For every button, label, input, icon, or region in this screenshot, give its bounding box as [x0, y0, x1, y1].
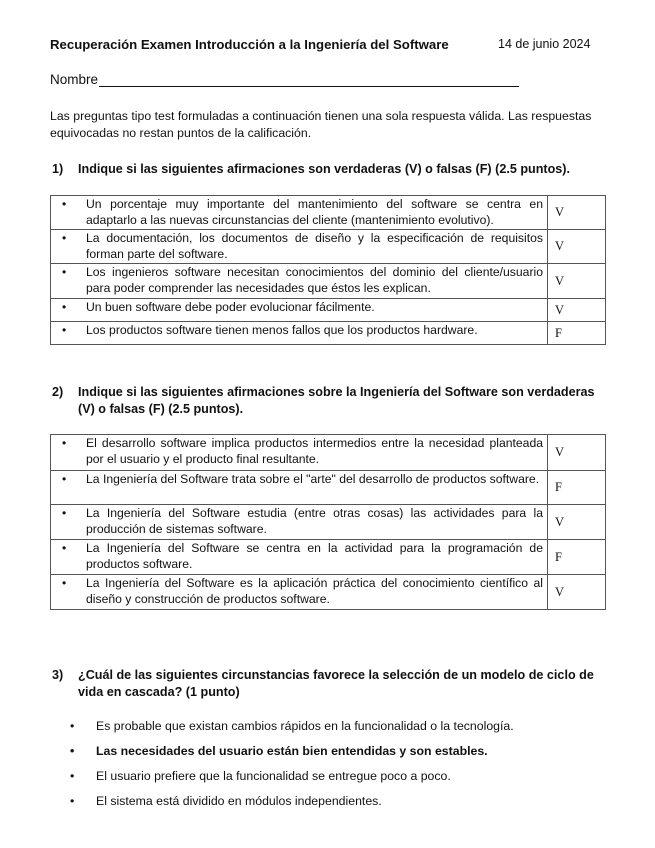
name-field[interactable]: [50, 72, 519, 87]
statement-text: La Ingeniería del Software trata sobre el "arte" del desarrollo de productos software.: [86, 472, 540, 486]
statement-text: Un porcentaje muy importante del mantenimiento del software se centra en adaptarlo a las nuevas circunstancias del cliente (mantenimiento evolutivo).: [86, 197, 543, 227]
table-row: [51, 505, 606, 540]
statement-text: Un buen software debe poder evolucionar fácilmente.: [86, 300, 375, 314]
exam-date: 14 de junio 2024: [498, 37, 591, 51]
statement-text: El desarrollo software implica productos intermedios entre la necesidad planteada por el usuario y el producto final resultante.: [86, 436, 543, 466]
answer-cell[interactable]: V: [548, 230, 606, 264]
bullet-icon: •: [70, 794, 75, 808]
answer-cell[interactable]: V: [548, 575, 606, 610]
option-text: Es probable que existan cambios rápidos en la funcionalidad o la tecnología.: [96, 719, 514, 733]
answer-cell[interactable]: F: [548, 322, 606, 345]
question-1-number: 1): [52, 162, 64, 176]
table-row: [51, 230, 606, 264]
statement-text: Los ingenieros software necesitan conocimientos del dominio del cliente/usuario para poder comprender las necesidades que éstos les explican.: [86, 265, 543, 295]
question-1-table: [50, 195, 606, 345]
option-item[interactable]: [70, 718, 514, 743]
bullet-icon: •: [62, 506, 67, 520]
option-item-selected[interactable]: [70, 743, 514, 768]
exam-title: Recuperación Examen Introducción a la Ingeniería del Software: [50, 37, 449, 52]
table-row: [51, 471, 606, 505]
question-3-title: ¿Cuál de las siguientes circunstancias favorece la selección de un modelo de ciclo de vida en cascada? (1 punto): [78, 668, 594, 699]
statement-text: La documentación, los documentos de diseño y la especificación de requisitos forman parte del software.: [86, 231, 543, 261]
question-1-heading: [52, 161, 612, 179]
answer-cell[interactable]: V: [548, 435, 606, 471]
bullet-icon: •: [62, 576, 67, 590]
statement-text: La Ingeniería del Software se centra en la actividad para la programación de productos software.: [86, 541, 543, 571]
option-item[interactable]: [70, 793, 514, 818]
bullet-icon: •: [62, 197, 67, 211]
answer-cell[interactable]: V: [548, 505, 606, 540]
question-3-options: [70, 718, 514, 818]
statement-text: La Ingeniería del Software estudia (entre otras cosas) las actividades para la producción de sistemas software.: [86, 506, 543, 536]
question-2-number: 2): [52, 385, 64, 399]
statement-text: La Ingeniería del Software es la aplicación práctica del conocimiento científico al diseño y construcción de productos software.: [86, 576, 543, 606]
question-1-title: Indique si las siguientes afirmaciones son verdaderas (V) o falsas (F) (2.5 puntos).: [78, 162, 570, 176]
question-2-heading: [52, 384, 612, 420]
option-text: Las necesidades del usuario están bien entendidas y son estables.: [96, 744, 488, 758]
bullet-icon: •: [62, 472, 67, 486]
table-row: [51, 575, 606, 610]
bullet-icon: •: [62, 541, 67, 555]
option-text: El usuario prefiere que la funcionalidad se entregue poco a poco.: [96, 769, 451, 783]
table-row: [51, 540, 606, 575]
answer-cell[interactable]: V: [548, 196, 606, 230]
question-3-number: 3): [52, 668, 64, 682]
name-blank-line[interactable]: [99, 72, 519, 87]
bullet-icon: •: [62, 231, 67, 245]
table-row: [51, 299, 606, 322]
statement-text: Los productos software tienen menos fallos que los productos hardware.: [86, 323, 478, 337]
bullet-icon: •: [62, 436, 67, 450]
bullet-icon: •: [62, 300, 67, 314]
table-row: [51, 264, 606, 299]
question-2-title: Indique si las siguientes afirmaciones sobre la Ingeniería del Software son verdaderas (V) o falsas (F) (2.5 puntos).: [78, 385, 595, 416]
table-row: [51, 435, 606, 471]
option-item[interactable]: [70, 768, 514, 793]
question-2-table: [50, 434, 606, 610]
name-label: Nombre: [50, 72, 99, 87]
question-3-heading: [52, 667, 612, 703]
answer-cell[interactable]: V: [548, 264, 606, 299]
bullet-icon: •: [62, 323, 67, 337]
instructions: Las preguntas tipo test formuladas a continuación tienen una sola respuesta válida. Las respuestas equivocadas no restan puntos de la calificación.: [50, 109, 592, 140]
answer-cell[interactable]: V: [548, 299, 606, 322]
bullet-icon: •: [70, 719, 75, 733]
answer-cell[interactable]: F: [548, 471, 606, 505]
bullet-icon: •: [62, 265, 67, 279]
answer-cell[interactable]: F: [548, 540, 606, 575]
bullet-icon: •: [70, 744, 75, 758]
bullet-icon: •: [70, 769, 75, 783]
table-row: [51, 196, 606, 230]
table-row: [51, 322, 606, 345]
option-text: El sistema está dividido en módulos independientes.: [96, 794, 382, 808]
